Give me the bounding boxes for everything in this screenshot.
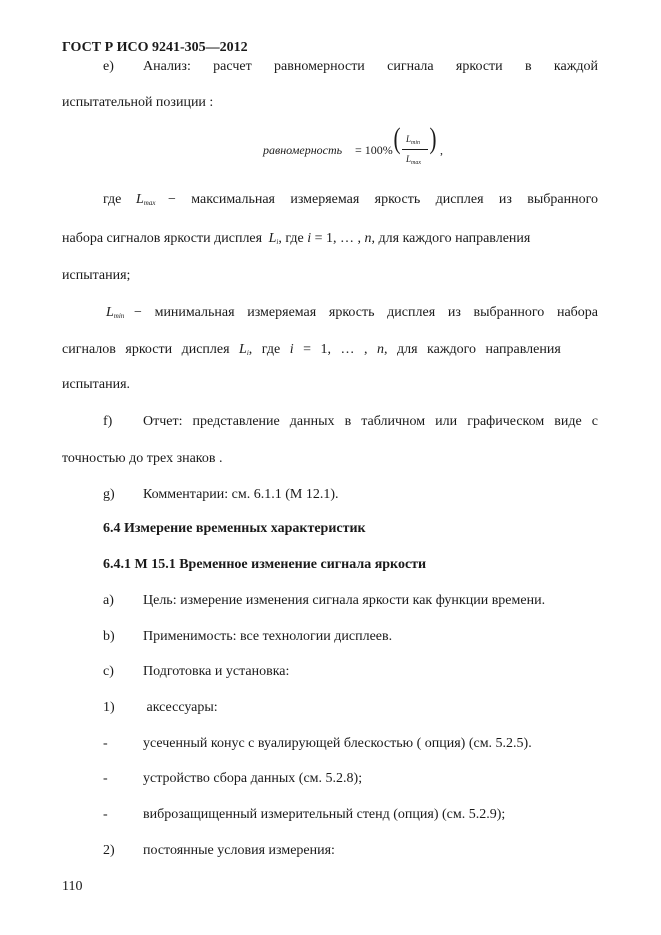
section-heading-6-4-1: 6.4.1 М 15.1 Временное изменение сигнала яркости xyxy=(103,557,427,572)
page-number: 110 xyxy=(62,879,83,894)
list-item-text: Подготовка и установка: xyxy=(143,664,290,679)
list-item-label: a) xyxy=(103,593,114,608)
list-item-text: аксессуары: xyxy=(143,700,218,715)
section-heading-6-4: 6.4 Измерение временных характеристик xyxy=(103,521,366,536)
item-f-text-line2: точностью до трех знаков . xyxy=(62,451,223,466)
right-paren-icon: ) xyxy=(429,122,437,155)
item-e-text-line1: Анализ: расчет равномерности сигнала яркости в каждой xyxy=(143,59,598,74)
list-item-label: 1) xyxy=(103,700,115,715)
def-min-line2: сигналов яркости дисплея $L_i$, где i = 1, … , n, для каждого направления xyxy=(62,342,561,357)
list-item-text: виброзащищенный измерительный стенд (опция) (см. 5.2.9); xyxy=(143,807,506,822)
formula-comma: , xyxy=(440,143,443,157)
list-item-text: Применимость: все технологии дисплеев. xyxy=(143,629,393,644)
def-max-symbol: $L_{max}$ xyxy=(136,192,156,207)
list-item-label: c) xyxy=(103,664,114,679)
list-item-text: устройство сбора данных (см. 5.2.8); xyxy=(143,771,363,786)
list-item-text: усеченный конус с вуалирующей блескостью ( опция) (см. 5.2.5). xyxy=(143,736,532,751)
formula-denominator: $L_{max}$ xyxy=(406,154,422,166)
list-item-label: 2) xyxy=(103,843,115,858)
document-header-title: ГОСТ Р ИСО 9241-305—2012 xyxy=(62,40,248,55)
list-item-label: - xyxy=(103,736,108,751)
item-label-f: f) xyxy=(103,414,113,429)
fraction-bar xyxy=(402,149,428,150)
list-item-label: - xyxy=(103,807,108,822)
formula-lhs: равномерность xyxy=(263,143,343,157)
list-item-text: Цель: измерение изменения сигнала яркости как функции времени. xyxy=(143,593,546,608)
def-max-line2: набора сигналов яркости дисплея $L_i$, где i = 1, … , n, для каждого направления xyxy=(62,231,531,246)
def-max-line1: − максимальная измеряемая яркость дисплея из выбранного xyxy=(168,192,598,207)
def-min-line3: испытания. xyxy=(62,377,131,392)
list-item-label: - xyxy=(103,771,108,786)
list-item-label: b) xyxy=(103,629,115,644)
item-f-text-line1: Отчет: представление данных в табличном или графическом виде с xyxy=(143,414,598,429)
list-item-text: постоянные условия измерения: xyxy=(143,843,335,858)
def-max-line3: испытания; xyxy=(62,268,131,283)
def-min-line1: − минимальная измеряемая яркость дисплея из выбранного набора xyxy=(134,305,598,320)
formula-equals: = 100% xyxy=(355,143,393,157)
left-paren-icon: ( xyxy=(393,122,401,155)
item-e-text-line2: испытательной позиции : xyxy=(62,95,214,110)
def-max-prefix: где xyxy=(103,192,122,207)
def-min-symbol: $L_{min}$ xyxy=(106,305,125,320)
item-label-g: g) xyxy=(103,487,115,502)
item-g-text: Комментарии: см. 6.1.1 (М 12.1). xyxy=(143,487,339,502)
item-label-e: e) xyxy=(103,59,114,74)
formula-numerator: $L_{min}$ xyxy=(406,134,421,146)
